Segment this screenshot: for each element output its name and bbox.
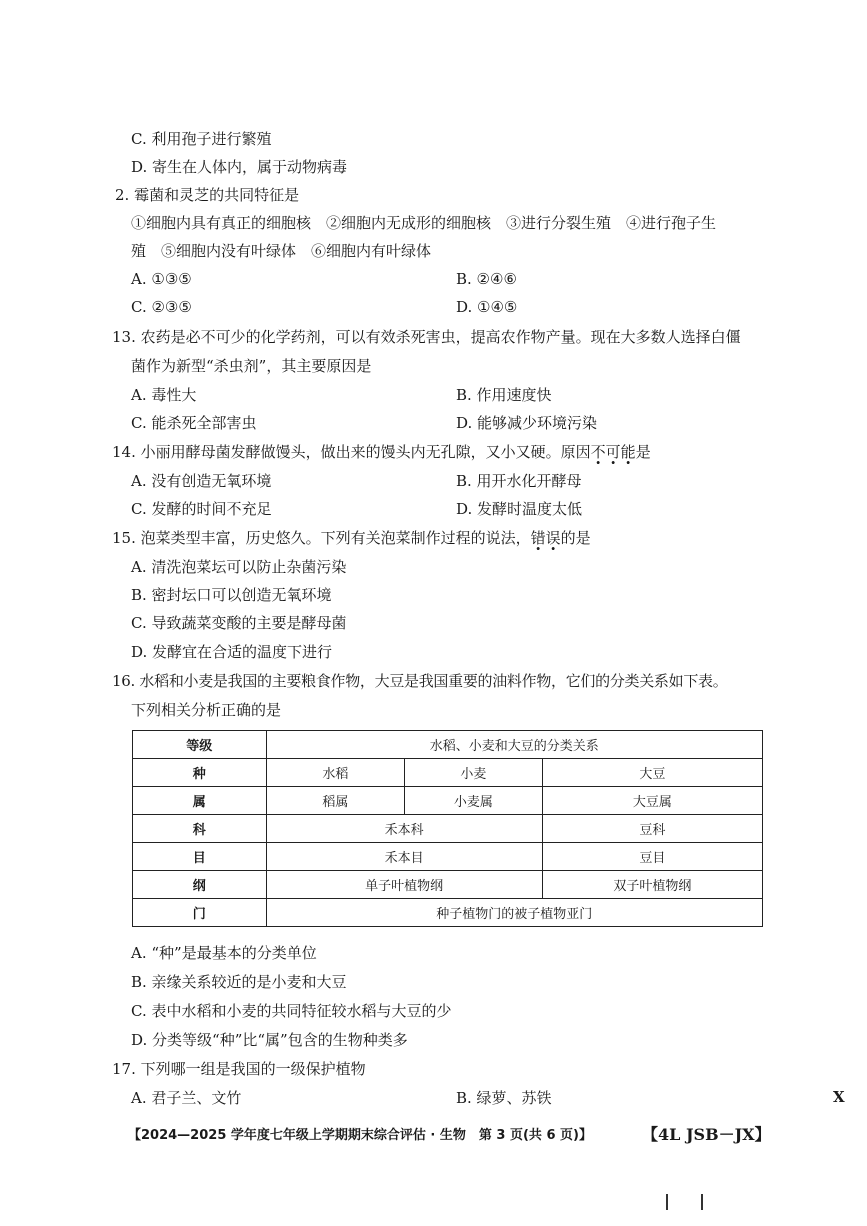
emphasis-char: 可 [605, 443, 621, 461]
q16-option-b: B. 亲缘关系较近的是小麦和大豆 [131, 973, 347, 991]
q12-option-b: B. ②④⑥ [456, 270, 517, 288]
q14-stem-post: 是 [635, 443, 651, 461]
q12-stem: 2. 霉菌和灵芝的共同特征是 [115, 186, 300, 204]
table-cell: 豆目 [542, 843, 762, 871]
q13-option-d: D. 能够减少环境污染 [456, 414, 598, 432]
table-cell: 大豆属 [542, 787, 762, 815]
table-row [133, 731, 763, 759]
table-cell: 禾本科 [266, 815, 542, 843]
q14-option-c: C. 发酵的时间不充足 [131, 500, 272, 518]
exam-code: 【4L JSB－JX】 [642, 1125, 771, 1144]
table-header-rank: 等级 [133, 731, 267, 759]
table-cell: 小麦属 [405, 787, 543, 815]
q16-option-c: C. 表中水稻和小麦的共同特征较水稻与大豆的少 [131, 1002, 452, 1020]
emphasis-char: 错 [530, 529, 546, 547]
table-row [133, 815, 763, 843]
q17-stem: 17. 下列哪一组是我国的一级保护植物 [112, 1060, 366, 1078]
q11-option-d: D. 寄生在人体内，属于动物病毒 [131, 158, 348, 176]
q14-option-a: A. 没有创造无氧环境 [131, 472, 272, 490]
q15-stem-post: 的是 [560, 529, 591, 547]
table-cell: 双子叶植物纲 [542, 871, 762, 899]
table-cell: 稻属 [266, 787, 405, 815]
q13-option-b: B. 作用速度快 [456, 386, 552, 404]
q12-items-line2: 殖 ⑤细胞内没有叶绿体 ⑥细胞内有叶绿体 [131, 242, 432, 260]
q15-stem-pre: 15. 泡菜类型丰富，历史悠久。下列有关泡菜制作过程的说法， [112, 529, 531, 547]
table-row [133, 787, 763, 815]
table-cell: 大豆 [542, 759, 762, 787]
q12-option-a: A. ①③⑤ [131, 270, 192, 288]
q13-option-c: C. 能杀死全部害虫 [131, 414, 257, 432]
emphasis-char: 误 [545, 529, 561, 547]
q14-stem-pre: 14. 小丽用酵母菌发酵做馒头，做出来的馒头内无孔隙，又小又硬。原因 [112, 443, 591, 461]
table-cell: 禾本目 [266, 843, 542, 871]
table-cell: 水稻 [266, 759, 405, 787]
table-row [133, 871, 763, 899]
q17-option-a: A. 君子兰、文竹 [131, 1089, 242, 1107]
emphasis-char: 不 [590, 443, 606, 461]
table-rank-cell: 目 [133, 843, 267, 871]
table-rank-cell: 属 [133, 787, 267, 815]
binding-tick-mark [701, 1194, 703, 1210]
q14-option-b: B. 用开水化开酵母 [456, 472, 582, 490]
q16-stem-line1: 16. 水稻和小麦是我国的主要粮食作物，大豆是我国重要的油料作物，它们的分类关系如下表。 [112, 672, 728, 690]
table-header-title: 水稻、小麦和大豆的分类关系 [266, 731, 762, 759]
edge-mark: X [833, 1088, 845, 1106]
page-footer: 【2024—2025 学年度七年级上学期期末综合评估 · 生物 第 3 页(共 6 页)】 [128, 1128, 592, 1143]
table-cell: 种子植物门的被子植物亚门 [266, 899, 762, 927]
table-row [133, 759, 763, 787]
table-cell: 小麦 [405, 759, 543, 787]
q14-option-d: D. 发酵时温度太低 [456, 500, 583, 518]
table-row [133, 843, 763, 871]
q15-option-a: A. 清洗泡菜坛可以防止杂菌污染 [131, 558, 347, 576]
table-cell: 豆科 [542, 815, 762, 843]
q16-stem-line2: 下列相关分析正确的是 [131, 701, 282, 719]
q13-option-a: A. 毒性大 [131, 386, 197, 404]
table-rank-cell: 科 [133, 815, 267, 843]
q13-stem-line1: 13. 农药是必不可少的化学药剂，可以有效杀死害虫，提高农作物产量。现在大多数人选择白僵 [112, 328, 741, 346]
q15-option-c: C. 导致蔬菜变酸的主要是酵母菌 [131, 614, 347, 632]
q11-option-c: C. 利用孢子进行繁殖 [131, 130, 272, 148]
table-row [133, 899, 763, 927]
q15-stem [112, 528, 591, 548]
table-rank-cell: 种 [133, 759, 267, 787]
q14-stem [112, 442, 651, 462]
q15-option-d: D. 发酵宜在合适的温度下进行 [131, 643, 333, 661]
q15-option-b: B. 密封坛口可以创造无氧环境 [131, 586, 332, 604]
binding-tick-mark [666, 1194, 668, 1210]
classification-table [132, 730, 763, 927]
emphasis-char: 能 [620, 443, 636, 461]
table-rank-cell: 门 [133, 899, 267, 927]
q12-option-c: C. ②③⑤ [131, 298, 192, 316]
q16-option-a: A. “种”是最基本的分类单位 [131, 944, 317, 962]
q17-option-b: B. 绿萝、苏铁 [456, 1089, 552, 1107]
table-rank-cell: 纲 [133, 871, 267, 899]
q13-stem-line2: 菌作为新型“杀虫剂”，其主要原因是 [131, 357, 372, 375]
q12-items-line1: ①细胞内具有真正的细胞核 ②细胞内无成形的细胞核 ③进行分裂生殖 ④进行孢子生 [131, 214, 717, 232]
q12-option-d: D. ①④⑤ [456, 298, 518, 316]
q16-option-d: D. 分类等级“种”比“属”包含的生物种类多 [131, 1031, 408, 1049]
table-cell: 单子叶植物纲 [266, 871, 542, 899]
